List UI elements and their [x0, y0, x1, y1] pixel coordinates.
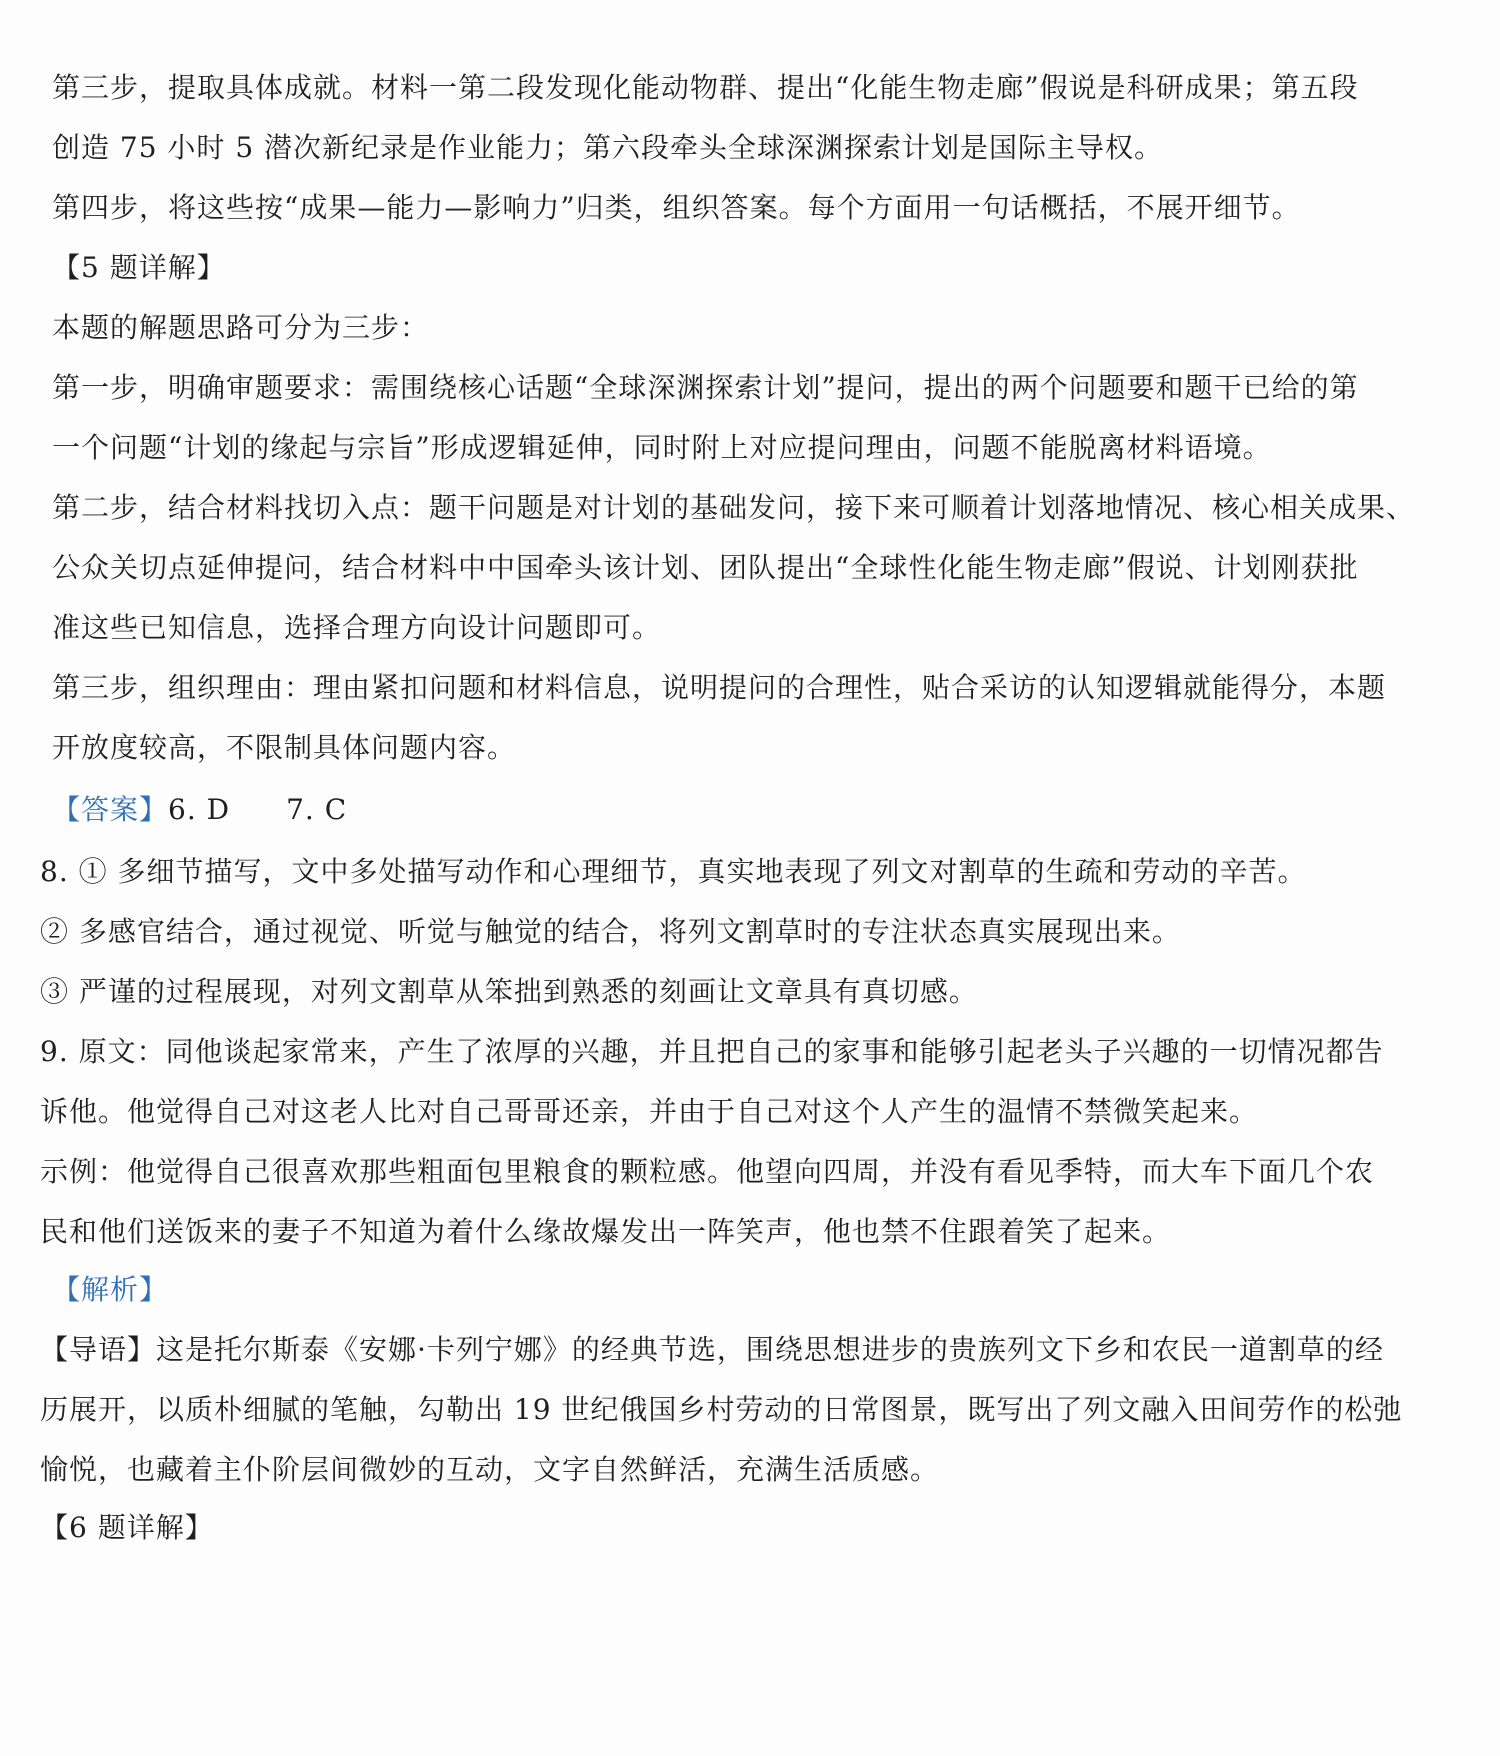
text-line: 9. 原文：同他谈起家常来，产生了浓厚的兴趣，并且把自己的家事和能够引起老头子兴趣的一切情况都告	[40, 1035, 1384, 1068]
section-heading-q5: 【5 题详解】	[52, 251, 226, 284]
text-line: 愉悦，也藏着主仆阶层间微妙的互动，文字自然鲜活，充满生活质感。	[40, 1453, 940, 1486]
text-line: 第一步，明确审题要求：需围绕核心话题“全球深渊探索计划”提问，提出的两个问题要和题干已给的第	[52, 371, 1359, 404]
text-line: 开放度较高，不限制具体问题内容。	[52, 731, 517, 764]
text-line: 第三步，提取具体成就。材料一第二段发现化能动物群、提出“化能生物走廊”假说是科研成果；第五段	[52, 71, 1359, 104]
text-line: 准这些已知信息，选择合理方向设计问题即可。	[52, 611, 662, 644]
analysis-tag: 【解析】	[52, 1273, 169, 1306]
text-line: 本题的解题思路可分为三步：	[52, 311, 430, 344]
answer-tag: 【答案】	[52, 793, 169, 826]
text-line: 第四步，将这些按“成果—能力—影响力”归类，组织答案。每个方面用一句话概括，不展开细节。	[52, 191, 1301, 224]
text-line: 诉他。他觉得自己对这老人比对自己哥哥还亲，并由于自己对这个人产生的温情不禁微笑起来。	[40, 1095, 1259, 1128]
text-line: 一个问题“计划的缘起与宗旨”形成逻辑延伸，同时附上对应提问理由，问题不能脱离材料语境。	[52, 431, 1272, 464]
text-line: 【导语】这是托尔斯泰《安娜·卡列宁娜》的经典节选，围绕思想进步的贵族列文下乡和农民一道割草的经	[40, 1333, 1384, 1366]
text-line: 第三步，组织理由：理由紧扣问题和材料信息，说明提问的合理性，贴合采访的认知逻辑就能得分，本题	[52, 671, 1387, 704]
text-line: 8. ① 多细节描写，文中多处描写动作和心理细节，真实地表现了列文对割草的生疏和劳动的辛苦。	[40, 855, 1307, 888]
text-line: ② 多感官结合，通过视觉、听觉与触觉的结合，将列文割草时的专注状态真实展现出来。	[40, 915, 1181, 948]
text-line: 示例：他觉得自己很喜欢那些粗面包里粮食的颗粒感。他望向四周，并没有看见季特，而大车下面几个农	[40, 1155, 1375, 1188]
section-heading-q6: 【6 题详解】	[40, 1511, 214, 1544]
text-line: 民和他们送饭来的妻子不知道为着什么缘故爆发出一阵笑声，他也禁不住跟着笑了起来。	[40, 1215, 1172, 1248]
text-line: 第二步，结合材料找切入点：题干问题是对计划的基础发问，接下来可顺着计划落地情况、核心相关成果、	[52, 491, 1416, 524]
answer-row	[52, 790, 347, 830]
text-line: 创造 75 小时 5 潜次新纪录是作业能力；第六段牵头全球深渊探索计划是国际主导权。	[52, 131, 1164, 164]
text-line: 历展开，以质朴细腻的笔触，勾勒出 19 世纪俄国乡村劳动的日常图景，既写出了列文融入田间劳作的松弛	[40, 1393, 1403, 1426]
text-line: 公众关切点延伸提问，结合材料中中国牵头该计划、团队提出“全球性化能生物走廊”假说、计划刚获批	[52, 551, 1359, 584]
answer-6: 6. D	[168, 793, 231, 826]
text-line: ③ 严谨的过程展现，对列文割草从笨拙到熟悉的刻画让文章具有真切感。	[40, 975, 978, 1008]
answer-7: 7. C	[286, 793, 348, 826]
